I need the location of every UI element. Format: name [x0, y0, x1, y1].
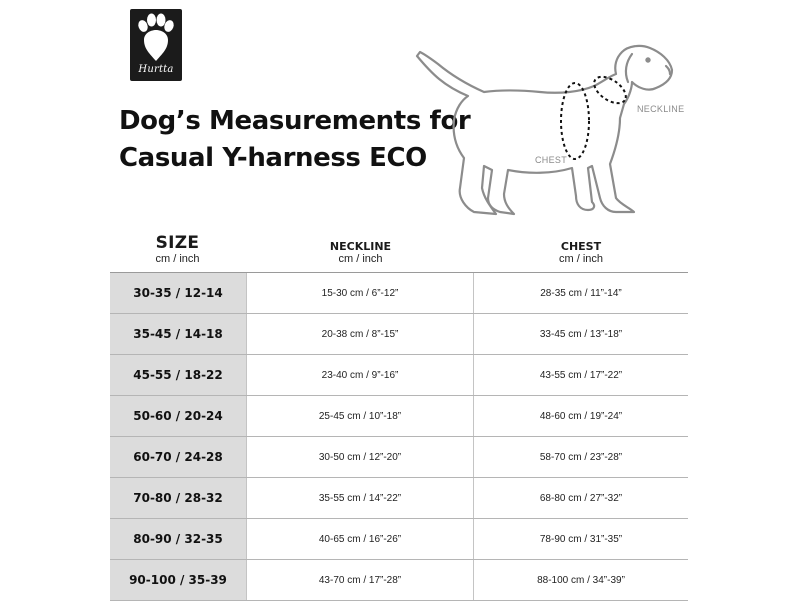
chest-cell: 48-60 cm / 19”-24” [539, 410, 623, 422]
chest-cell: 78-90 cm / 31”-35” [539, 533, 623, 545]
title-line-2: Casual Y-harness ECO [119, 143, 427, 173]
size-cell: 70-80 / 28-32 [110, 478, 247, 518]
chest-header-unit: cm / inch [558, 253, 603, 265]
chest-label: CHEST [535, 155, 568, 165]
title-line-1: Dog’s Measurements for [119, 106, 471, 136]
size-cell: 50-60 / 20-24 [110, 396, 247, 436]
chest-cell: 88-100 cm / 34”-39” [537, 574, 625, 586]
size-cell: 80-90 / 32-35 [110, 519, 247, 559]
table-row [110, 478, 688, 519]
table-row [110, 314, 688, 355]
chest-header-label: CHEST [560, 240, 602, 253]
neckline-cell: 30-50 cm / 12”-20” [247, 437, 474, 477]
neckline-column-header [247, 240, 474, 265]
chest-cell: 43-55 cm / 17”-22” [539, 369, 623, 381]
chest-cell: 33-45 cm / 13”-18” [539, 328, 623, 340]
size-cell: 45-55 / 18-22 [110, 355, 247, 395]
neckline-cell: 40-65 cm / 16”-26” [247, 519, 474, 559]
neckline-cell: 35-55 cm / 14”-22” [247, 478, 474, 518]
dog-illustration [410, 38, 690, 218]
size-cell: 30-35 / 12-14 [110, 273, 247, 313]
table-row [110, 560, 688, 601]
neckline-header-label: NECKLINE [329, 240, 392, 253]
size-cell: 35-45 / 14-18 [110, 314, 247, 354]
neckline-cell: 25-45 cm / 10”-18” [247, 396, 474, 436]
size-table [110, 272, 688, 601]
size-column-header [110, 233, 245, 265]
size-cell: 60-70 / 24-28 [110, 437, 247, 477]
neckline-cell: 20-38 cm / 8”-15” [247, 314, 474, 354]
neckline-header-unit: cm / inch [338, 253, 383, 265]
paw-icon [130, 9, 182, 69]
brand-logo [130, 9, 182, 81]
table-row [110, 396, 688, 437]
table-row [110, 273, 688, 314]
chest-cell: 58-70 cm / 23”-28” [539, 451, 623, 463]
brand-name: Hurtta [138, 64, 174, 75]
chest-cell: 28-35 cm / 11”-14” [540, 287, 622, 299]
neckline-label: NECKLINE [637, 104, 685, 114]
table-row [110, 519, 688, 560]
table-row [110, 437, 688, 478]
size-header-unit: cm / inch [155, 253, 200, 265]
chest-column-header [474, 240, 688, 265]
neckline-cell: 15-30 cm / 6”-12” [247, 273, 474, 313]
size-header-label: SIZE [155, 233, 200, 253]
size-cell: 90-100 / 35-39 [110, 560, 247, 600]
neckline-cell: 23-40 cm / 9”-16” [247, 355, 474, 395]
chest-cell: 68-80 cm / 27”-32” [539, 492, 623, 504]
table-row [110, 355, 688, 396]
neckline-cell: 43-70 cm / 17”-28” [247, 560, 474, 600]
